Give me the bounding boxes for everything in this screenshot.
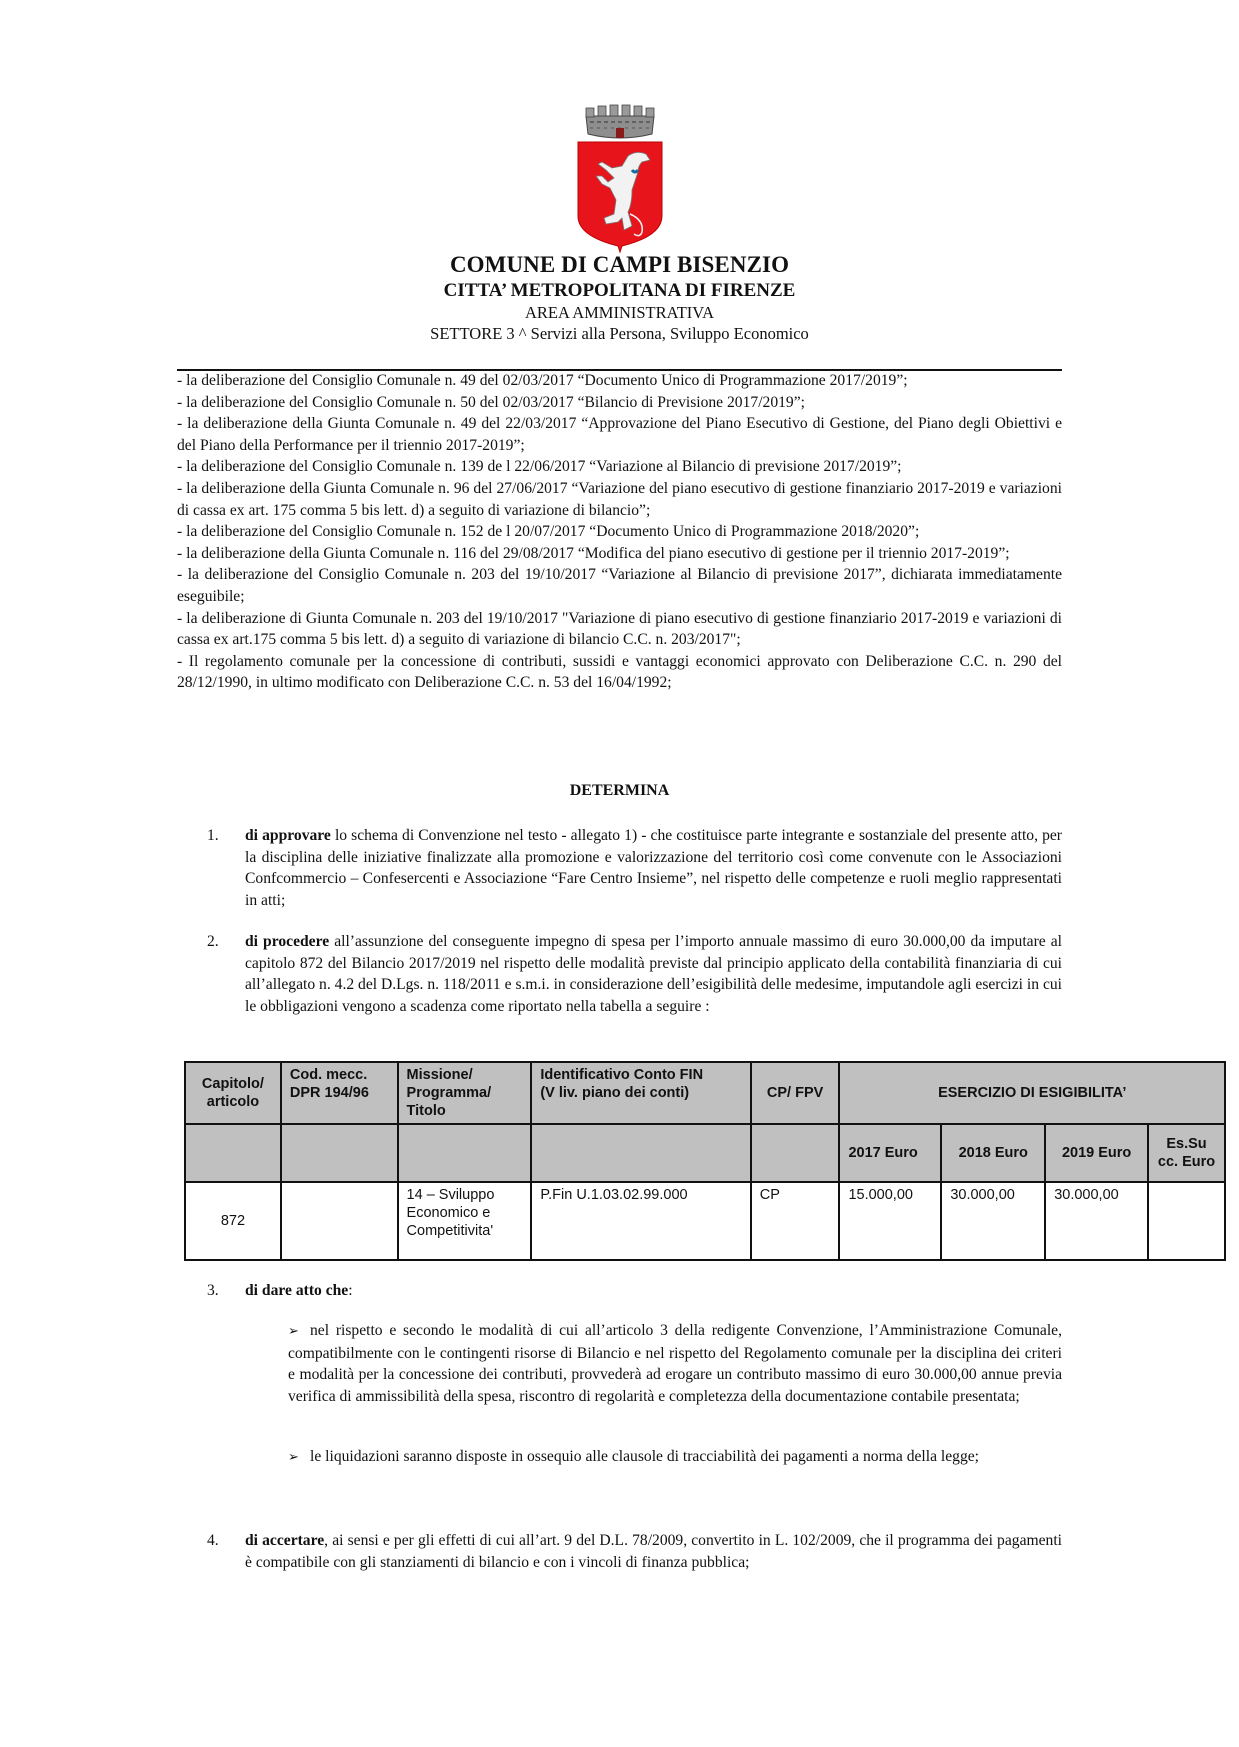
bullet-item <box>288 1446 1062 1469</box>
cell-identificativo: P.Fin U.1.03.02.99.000 <box>531 1182 750 1260</box>
cell-capitolo: 872 <box>185 1182 281 1260</box>
bullet-text: le liquidazioni saranno disposte in ossequio alle clausole di tracciabilità dei pagamenti a norma della legge; <box>310 1448 980 1465</box>
cell-2018: 30.000,00 <box>941 1182 1045 1260</box>
table-header-row <box>185 1062 1225 1124</box>
item-text: lo schema di Convenzione nel testo - allegato 1) - che costituisce parte integrante e sostanziale del presente atto, per la disciplina delle iniziative finalizzate alla promozione e valorizzazione del territorio così come convenute con le Associazioni Confcommercio – Confesercenti e Associazione “Fare Centro Insieme”, nel rispetto delle competenze e ruoli meglio rappresentati in atti; <box>245 827 1062 909</box>
header-cp-fpv: CP/ FPV <box>751 1062 840 1124</box>
premises-list <box>177 370 1062 694</box>
arrowhead-bullet-icon: ➢ <box>288 1450 299 1465</box>
coat-of-arms-icon <box>572 104 668 254</box>
bullet-text: nel rispetto e secondo le modalità di cui all’articolo 3 della redigente Convenzione, l’Amministrazione Comunale, compatibilmente con le contingenti risorse di Bilancio e nel rispetto del Regolamento comunale per la disciplina dei criteri e modalità per la concessione dei contributi, provvederà ad erogare un contributo massimo di euro 30.000,00 annue previa verifica di ammissibilità della spesa, riscontro di regolarità e completezza della documentazione contabile presentata; <box>288 1322 1062 1405</box>
determination-item-4 <box>207 1530 1062 1573</box>
sector-label: SETTORE 3 ^ Servizi alla Persona, Sviluppo Economico <box>430 324 809 343</box>
bullet-item <box>288 1320 1062 1407</box>
header-year-2019: 2019 Euro <box>1045 1124 1148 1182</box>
crown-icon <box>586 105 654 138</box>
item-text: : <box>348 1282 353 1299</box>
premise-item: - la deliberazione del Consiglio Comunale n. 203 del 19/10/2017 “Variazione al Bilancio di previsione 2017”, dichiarata immediatamente eseguibile; <box>177 566 1062 605</box>
empty-cell <box>281 1124 398 1182</box>
premise-item: - la deliberazione della Giunta Comunale n. 96 del 27/06/2017 “Variazione del piano esecutivo di gestione finanziario 2017-2019 e variazioni di cassa ex art. 175 comma 5 bis lett. d) a seguito di variazione di bilancio”; <box>177 479 1062 519</box>
municipality-title: COMUNE DI CAMPI BISENZIO <box>449 252 790 277</box>
premise-item: - la deliberazione del Consiglio Comunale n. 139 de l 22/06/2017 “Variazione al Bilancio di previsione 2017/2019”; <box>177 458 902 476</box>
header-es-succ: Es.Su cc. Euro <box>1148 1124 1225 1182</box>
premise-item: - la deliberazione della Giunta Comunale n. 116 del 29/08/2017 “Modifica del piano esecutivo di gestione per il triennio 2017-2019”; <box>177 544 1010 562</box>
arrowhead-bullet-icon: ➢ <box>288 1324 299 1339</box>
item-number: 1. <box>207 827 219 844</box>
header-year-2017: 2017 Euro <box>839 1124 941 1182</box>
table-subheader-row <box>185 1124 1225 1182</box>
item-lead: di approvare <box>245 827 331 844</box>
cell-cp-fpv: CP <box>751 1182 840 1260</box>
cell-es-succ <box>1148 1182 1225 1260</box>
empty-cell <box>398 1124 532 1182</box>
premise-item: - la deliberazione del Consiglio Comunale n. 49 del 02/03/2017 “Documento Unico di Programmazione 2017/2019”; <box>177 372 908 389</box>
premise-item: - la deliberazione del Consiglio Comunale n. 152 de l 20/07/2017 “Documento Unico di Programmazione 2018/2020”; <box>177 523 920 541</box>
table-row <box>185 1182 1225 1260</box>
item-number: 2. <box>207 933 219 950</box>
premise-item: - Il regolamento comunale per la concessione di contributi, sussidi e vantaggi economici approvato con Deliberazione C.C. n. 290 del 28/12/1990, in ultimo modificato con Deliberazione C.C. n. 53 del 16/04/1992; <box>177 652 1062 692</box>
empty-cell <box>185 1124 281 1182</box>
determination-item-3 <box>207 1280 1062 1302</box>
header-cod-mecc: Cod. mecc. DPR 194/96 <box>281 1062 398 1124</box>
area-label: AREA AMMINISTRATIVA <box>524 303 714 322</box>
item-text: , ai sensi e per gli effetti di cui all’art. 9 del D.L. 78/2009, convertito in L. 102/2009, che il programma dei pagamenti è compatibile con gli stanziamenti di bilancio e con i vincoli di finanza pubblica; <box>245 1532 1063 1571</box>
premise-item: - la deliberazione della Giunta Comunale n. 49 del 22/03/2017 “Approvazione del Piano Esecutivo di Gestione, del Piano degli Obiettivi e del Piano della Performance per il triennio 2017-2019”; <box>177 415 1062 454</box>
cell-missione: 14 – Sviluppo Economico e Competitivita' <box>398 1182 532 1260</box>
item-text: all’assunzione del conseguente impegno di spesa per l’importo annuale massimo di euro 30.000,00 da imputare al capitolo 872 del Bilancio 2017/2019 nel rispetto delle modalità previste dal principio applicato della contabilità finanziaria di cui all’allegato n. 4.2 del D.Lgs. n. 118/2011 e s.m.i. in considerazione dell’esigibilità delle medesime, imputandole agli esercizi in cui le obbligazioni vengono a scadenza come riportato nella tabella a seguire : <box>245 933 1062 1015</box>
header-identificativo <box>531 1062 750 1124</box>
determination-item-2 <box>207 931 1062 1017</box>
header-missione: Missione/ Programma/ Titolo <box>398 1062 532 1124</box>
premise-item: - la deliberazione di Giunta Comunale n. 203 del 19/10/2017 "Variazione di piano esecutivo di gestione finanziario 2017-2019 e variazioni di cassa ex art.175 comma 5 bis lett. d) a seguito di variazione di bilancio C.C. n. 203/2017"; <box>177 609 1062 649</box>
item-number: 4. <box>207 1532 219 1549</box>
empty-cell <box>531 1124 750 1182</box>
header-capitolo: Capitolo/ articolo <box>185 1062 281 1124</box>
item-lead: di dare atto che <box>245 1282 349 1299</box>
item-number: 3. <box>207 1282 219 1299</box>
cell-2017: 15.000,00 <box>839 1182 941 1260</box>
premise-item: - la deliberazione del Consiglio Comunale n. 50 del 02/03/2017 “Bilancio di Previsione 2017/2019”; <box>177 393 805 411</box>
item-lead: di procedere <box>245 933 330 950</box>
cell-2019: 30.000,00 <box>1045 1182 1148 1260</box>
header-year-2018: 2018 Euro <box>941 1124 1045 1182</box>
header-esercizio: ESERCIZIO DI ESIGIBILITA’ <box>839 1062 1225 1124</box>
empty-cell <box>751 1124 840 1182</box>
header-identificativo-line2: (V liv. piano dei conti) <box>540 1085 690 1101</box>
determina-heading: DETERMINA <box>569 782 670 799</box>
cell-cod-mecc <box>281 1182 398 1260</box>
header-identificativo-line1: Identificativo Conto FIN <box>540 1067 704 1083</box>
item-lead: di accertare <box>245 1532 325 1549</box>
determination-item-1 <box>207 825 1062 911</box>
expenditure-table <box>184 1061 1226 1261</box>
metropolitan-city-subtitle: CITTA’ METROPOLITANA DI FIRENZE <box>443 280 796 301</box>
